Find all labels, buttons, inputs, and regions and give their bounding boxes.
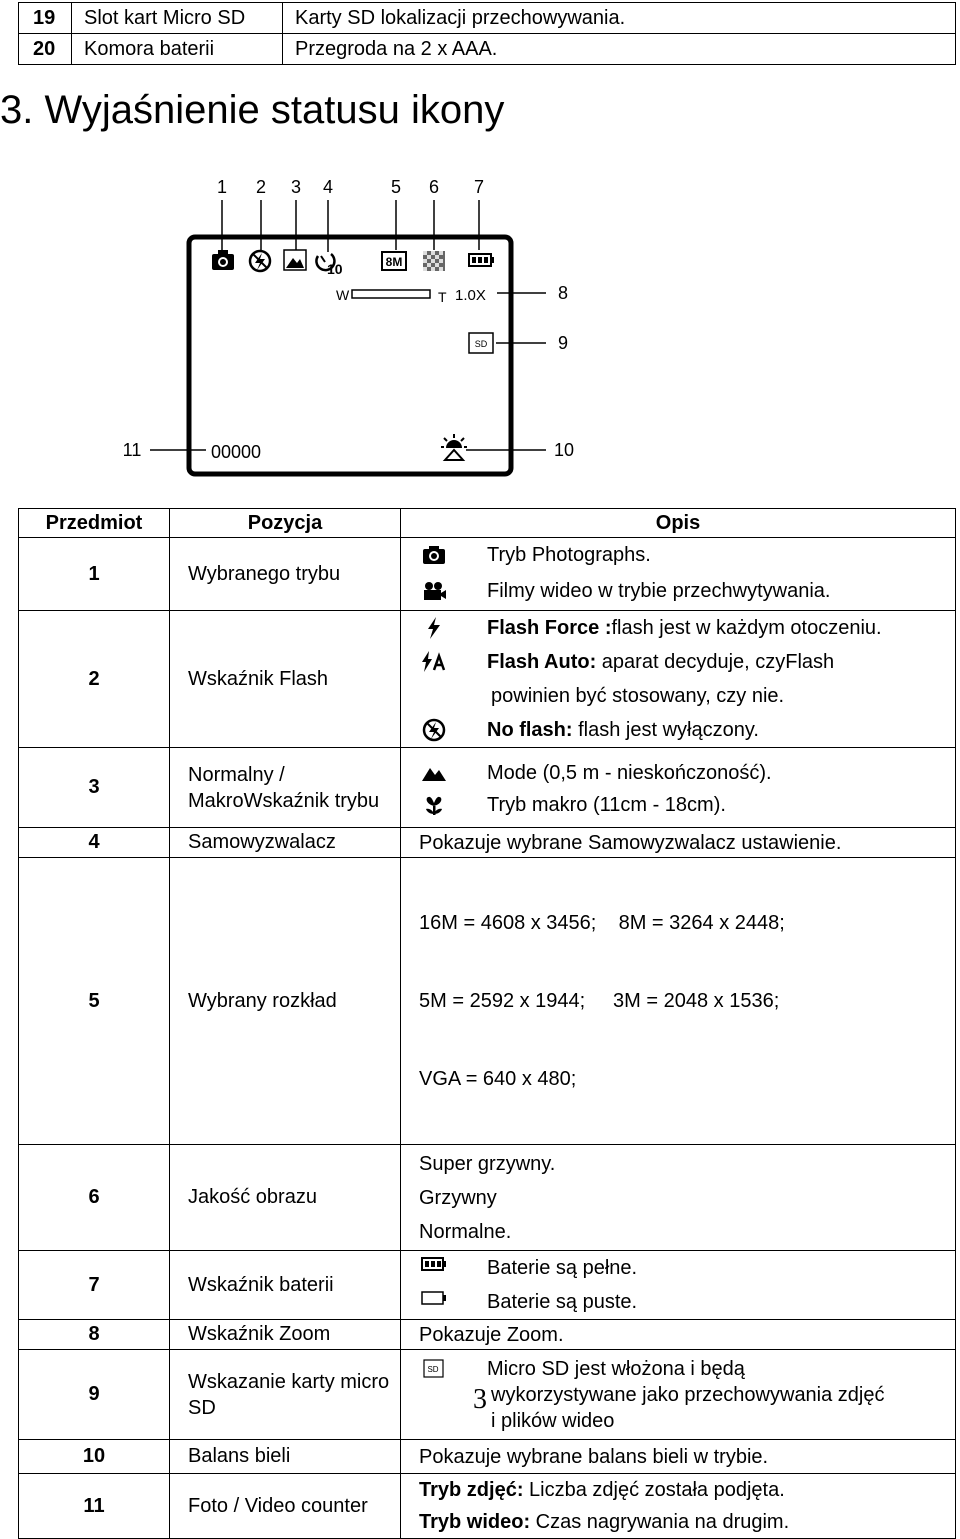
part-name: Slot kart Micro SD xyxy=(72,3,283,34)
table-row xyxy=(19,1440,956,1474)
resolution-value: 8M xyxy=(385,255,403,269)
macro-flower-icon xyxy=(419,792,449,818)
no-flash-label: No flash: xyxy=(487,719,573,741)
camera-icon xyxy=(419,542,449,568)
table-row xyxy=(19,538,956,611)
callout-label: 3 xyxy=(290,177,302,197)
description-text: Micro SD jest włożona i będą xyxy=(487,1357,745,1380)
mountain-icon xyxy=(419,760,449,786)
table-header-row xyxy=(19,509,956,538)
table-row xyxy=(19,1251,956,1320)
sd-card-icon xyxy=(419,1356,449,1382)
item-position: Samowyzwalacz xyxy=(170,828,401,858)
description-text: wykorzystywane jako przechowywania zdjęć xyxy=(491,1383,885,1406)
table-row xyxy=(19,1145,956,1251)
self-timer-value: 10 xyxy=(327,261,343,277)
item-position: Foto / Video counter xyxy=(170,1474,401,1539)
callout-label: 9 xyxy=(557,333,569,353)
table-row xyxy=(19,1320,956,1350)
zoom-tele-label: T xyxy=(438,289,447,305)
part-description: Przegroda na 2 x AAA. xyxy=(283,34,956,65)
video-mode-label: Tryb wideo: xyxy=(419,1511,531,1533)
description-text: i plików wideo xyxy=(491,1409,615,1432)
callout-label: 7 xyxy=(473,177,485,197)
item-position: Wskaźnik baterii xyxy=(170,1251,401,1320)
flash-force-label: Flash Force : xyxy=(487,617,612,639)
callout-label: 10 xyxy=(553,440,575,460)
description-text: Tryb Photographs. xyxy=(487,544,651,566)
item-number: 2 xyxy=(19,611,170,748)
item-position: Wskaźnik Zoom xyxy=(170,1320,401,1350)
resolution-icon xyxy=(382,252,406,270)
parts-table xyxy=(18,2,956,65)
description-text: Pokazuje wybrane balans bieli w trybie. xyxy=(401,1440,956,1474)
svg-text:SD: SD xyxy=(427,1364,439,1374)
battery-empty-icon xyxy=(419,1285,449,1311)
flash-force-icon xyxy=(419,615,449,641)
description-text: Filmy wideo w trybie przechwytywania. xyxy=(487,580,831,602)
quality-checker-icon xyxy=(423,251,445,271)
item-number: 4 xyxy=(19,828,170,858)
callout-label: 11 xyxy=(122,440,142,460)
table-row xyxy=(19,611,956,748)
item-number: 6 xyxy=(19,1145,170,1251)
callout-label: 1 xyxy=(216,177,228,197)
zoom-wide-label: W xyxy=(336,287,350,303)
resolution-line: 5M = 2592 x 1944; 3M = 2048 x 1536; xyxy=(419,990,780,1012)
quality-line: Normalne. xyxy=(419,1220,512,1243)
part-name: Komora baterii xyxy=(72,34,283,65)
column-header: Pozycja xyxy=(170,509,401,538)
description-text: Czas nagrywania na drugim. xyxy=(530,1511,790,1533)
no-flash-icon xyxy=(250,251,270,271)
table-row xyxy=(19,1474,956,1539)
item-position: Normalny / MakroWskaźnik trybu xyxy=(170,748,401,828)
callout-label: 4 xyxy=(322,177,334,197)
description-text: flash jest wyłączony. xyxy=(572,719,759,741)
part-description: Karty SD lokalizacji przechowywania. xyxy=(283,3,956,34)
battery-full-icon xyxy=(419,1251,449,1277)
no-flash-icon xyxy=(419,717,449,743)
item-number: 10 xyxy=(19,1440,170,1474)
photo-mode-label: Tryb zdjęć: xyxy=(419,1479,524,1501)
table-row xyxy=(19,858,956,1145)
lcd-status-diagram xyxy=(0,160,960,490)
callout-label: 2 xyxy=(255,177,267,197)
table-row xyxy=(19,34,956,65)
item-position: Jakość obrazu xyxy=(170,1145,401,1251)
item-number: 5 xyxy=(19,858,170,1145)
resolution-line: 16M = 4608 x 3456; 8M = 3264 x 2448; xyxy=(419,912,785,934)
description-text: Baterie są puste. xyxy=(487,1291,638,1313)
column-header: Przedmiot xyxy=(19,509,170,538)
camera-icon xyxy=(212,250,234,270)
description-text: powinien być stosowany, czy nie. xyxy=(491,685,785,707)
description-text: Pokazuje Zoom. xyxy=(401,1320,956,1350)
description-text: Tryb makro (11cm - 18cm). xyxy=(487,793,726,816)
item-number: 8 xyxy=(19,1320,170,1350)
battery-full-icon xyxy=(469,254,494,266)
item-position: Wybranego trybu xyxy=(170,538,401,611)
item-number: 3 xyxy=(19,748,170,828)
quality-line: Grzywny xyxy=(419,1186,497,1209)
video-camera-icon xyxy=(419,578,449,604)
sd-label: SD xyxy=(474,339,488,349)
row-number: 20 xyxy=(19,34,72,65)
row-number: 19 xyxy=(19,3,72,34)
item-number: 7 xyxy=(19,1251,170,1320)
self-timer-icon xyxy=(316,254,342,277)
description-text: aparat decyduje, czyFlash xyxy=(596,651,835,673)
callout-label: 6 xyxy=(428,177,440,197)
section-title: 3. Wyjaśnienie statusu ikony xyxy=(0,88,505,132)
quality-line: Super grzywny. xyxy=(419,1152,556,1175)
item-position: Wskazanie karty micro SD xyxy=(170,1350,401,1440)
table-row xyxy=(19,828,956,858)
item-position: Balans bieli xyxy=(170,1440,401,1474)
item-number: 11 xyxy=(19,1474,170,1539)
resolution-line: VGA = 640 x 480; xyxy=(419,1068,577,1090)
column-header: Opis xyxy=(401,509,956,538)
flash-auto-icon xyxy=(419,649,449,675)
page-number: 3 xyxy=(473,1384,487,1415)
item-number: 1 xyxy=(19,538,170,611)
zoom-indicator xyxy=(336,287,486,305)
photo-counter: 00000 xyxy=(211,442,262,462)
zoom-value: 1.0X xyxy=(455,287,486,304)
description-text: Pokazuje wybrane Samowyzwalacz ustawienie. xyxy=(401,828,956,858)
white-balance-sun-icon xyxy=(441,434,467,460)
description-text: flash jest w każdym otoczeniu. xyxy=(611,617,882,639)
callout-label: 5 xyxy=(390,177,402,197)
description-text: Liczba zdjęć została podjęta. xyxy=(523,1479,785,1501)
item-position: Wskaźnik Flash xyxy=(170,611,401,748)
description-text: Mode (0,5 m - nieskończoność). xyxy=(487,761,772,784)
mountain-icon xyxy=(284,250,306,270)
callout-label: 8 xyxy=(557,283,569,303)
sd-card-icon xyxy=(469,333,493,353)
description-text: Baterie są pełne. xyxy=(487,1257,638,1279)
item-number: 9 xyxy=(19,1350,170,1440)
flash-auto-label: Flash Auto: xyxy=(487,651,597,673)
item-position: Wybrany rozkład xyxy=(170,858,401,1145)
table-row xyxy=(19,3,956,34)
table-row xyxy=(19,748,956,828)
